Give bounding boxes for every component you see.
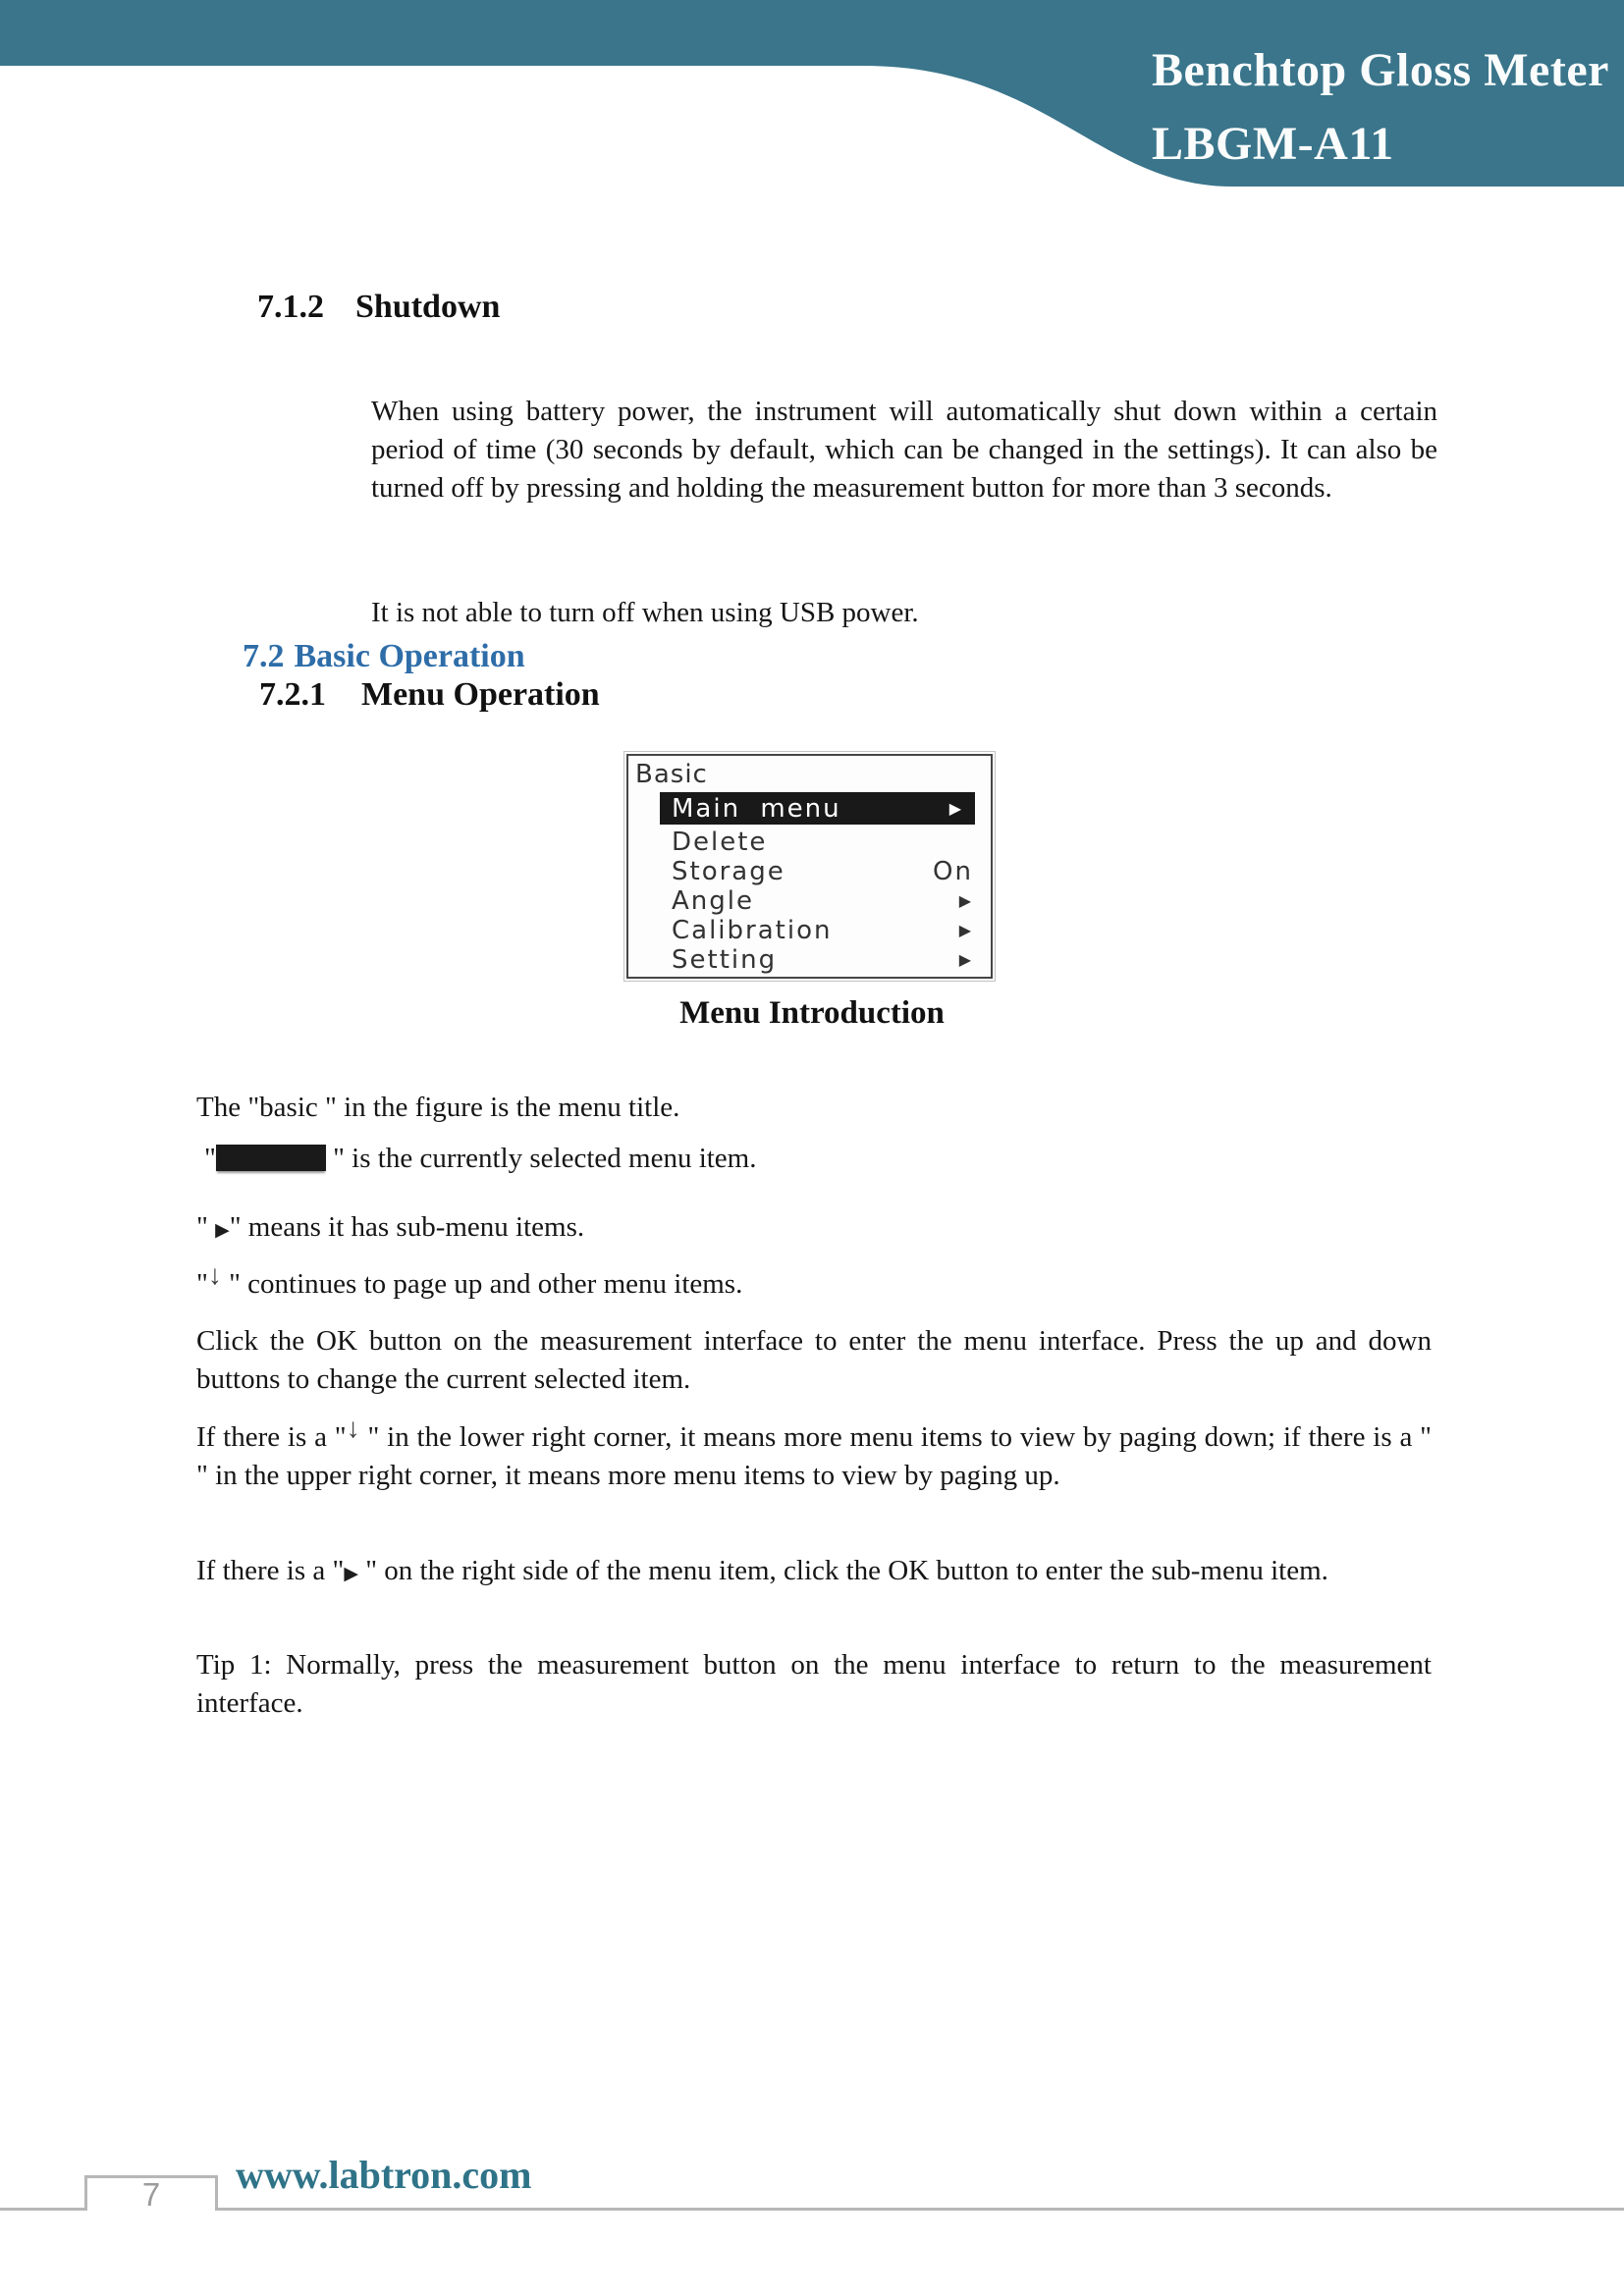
paragraph-shutdown-1: When using battery power, the instrument will automatically shut down within a certain period of time (30 seconds by default, which can be changed in the settings). It can also be turned off by pressing and holding the measurement button for more than 3 seconds. [371, 396, 1437, 504]
product-name: Benchtop Gloss Meter [1152, 44, 1609, 96]
submenu-arrow-icon: ▶ [958, 950, 973, 969]
text-segment: " is the currently selected menu item. [325, 1143, 757, 1174]
menu-item-angle [660, 886, 973, 916]
text-segment: " [196, 1211, 216, 1243]
paragraph-shutdown-2: It is not able to turn off when using USB power. [371, 597, 919, 628]
text-segment: If there is a " [196, 1421, 347, 1453]
section-heading-shutdown [257, 289, 500, 326]
text-segment: If there is a " [196, 1555, 345, 1586]
down-arrow-icon: ↓ [346, 1414, 360, 1444]
figure-caption: Menu Introduction [679, 995, 945, 1031]
menu-item-label: Main menu [672, 793, 841, 824]
menu-screen-figure [623, 751, 996, 982]
down-arrow-icon: ↓ [207, 1260, 222, 1291]
page-number: 7 [141, 2176, 161, 2213]
section-title: Shutdown [355, 289, 501, 325]
menu-item-label: Setting [672, 945, 778, 975]
footer-divider [0, 2208, 1624, 2211]
text-segment: " in the lower right corner, it means more menu items to view by paging down; if there is a " " in the upper right corner, it means more menu items to view by paging up. [196, 1421, 1432, 1491]
menu-screen-title: Basic [635, 760, 708, 789]
paragraph-selected-item [196, 1140, 1439, 1178]
section-heading-menu-operation [259, 676, 600, 714]
right-arrow-icon: ▶ [215, 1220, 230, 1241]
text-segment: " [196, 1268, 208, 1300]
menu-item-main-menu [660, 792, 975, 825]
menu-item-calibration [660, 916, 973, 945]
header-title [1152, 33, 1609, 181]
model-number: LBGM-A11 [1152, 118, 1394, 170]
section-number: 7.2.1 [259, 676, 326, 713]
menu-item-label: Delete [672, 828, 768, 857]
submenu-arrow-icon: ▶ [958, 891, 973, 910]
paragraph-enter-submenu [196, 1552, 1432, 1593]
paragraph-paging [196, 1414, 1432, 1495]
submenu-arrow-icon: ▶ [958, 921, 973, 939]
website-link[interactable]: www.labtron.com [236, 2153, 532, 2197]
menu-screen [626, 754, 993, 979]
right-arrow-icon: ▶ [344, 1564, 358, 1584]
text-segment: " means it has sub-menu items. [229, 1211, 585, 1243]
paragraph-tip1: Tip 1: Normally, press the measurement button on the menu interface to return to the measurement interface. [196, 1649, 1432, 1719]
menu-item-label: Calibration [672, 916, 833, 945]
section-number: 7.2 [243, 638, 285, 674]
text-segment: " [204, 1143, 216, 1174]
menu-item-setting [660, 945, 973, 975]
menu-item-label: Storage [672, 857, 785, 886]
menu-item-value: On [933, 857, 973, 886]
text-segment: " continues to page up and other menu items. [221, 1268, 743, 1300]
menu-item-label: Angle [672, 886, 754, 916]
section-heading-basic-operation [243, 638, 525, 675]
menu-item-storage [660, 857, 973, 886]
submenu-arrow-icon: ▶ [948, 798, 963, 818]
section-number: 7.1.2 [257, 289, 324, 325]
menu-item-delete [660, 828, 973, 857]
section-title: Menu Operation [361, 676, 600, 713]
paragraph-menu-title: The "basic " in the figure is the menu title. [196, 1092, 680, 1123]
section-title: Basic Operation [294, 638, 525, 674]
page-number-tab [84, 2175, 218, 2211]
selected-item-box [216, 1145, 326, 1171]
paragraph-ok-button: Click the OK button on the measurement interface to enter the menu interface. Press the up and down buttons to change the current selected item. [196, 1325, 1432, 1395]
paragraph-submenu-symbol [196, 1208, 1432, 1250]
paragraph-page-symbol [196, 1260, 1432, 1304]
text-segment: " on the right side of the menu item, click the OK button to enter the sub-menu item. [357, 1555, 1328, 1586]
